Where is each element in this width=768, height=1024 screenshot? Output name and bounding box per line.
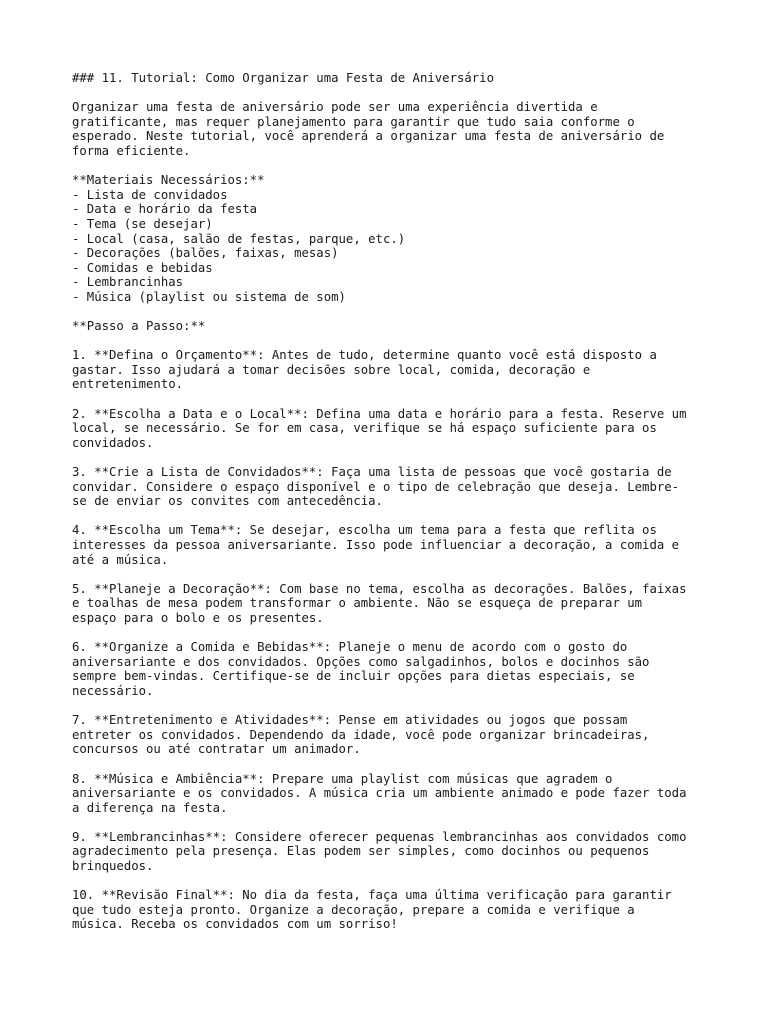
document-heading — [72, 71, 712, 86]
step-line: a diferença na festa. — [72, 800, 228, 815]
step-line: brinquedos. — [72, 859, 154, 874]
step-7 — [72, 713, 712, 757]
step-line: 9. **Lembrancinhas**: Considere oferecer pequenas lembrancinhas aos convidados como — [72, 829, 687, 844]
step-line: que tudo esteja pronto. Organize a decoração, prepare a comida e verifique a — [72, 902, 635, 917]
heading-line: ### 11. Tutorial: Como Organizar uma Festa de Aniversário — [72, 71, 494, 85]
materials-section — [72, 173, 712, 304]
step-line: entreter os convidados. Dependendo da idade, você pode organizar brincadeiras, — [72, 727, 650, 742]
materials-item: - Lembrancinhas — [72, 275, 184, 290]
step-line: 3. **Crie a Lista de Convidados**: Faça uma lista de pessoas que você gostaria de — [72, 465, 672, 480]
step-line: interesses da pessoa aniversariante. Isso pode influenciar a decoração, a comida e — [72, 538, 680, 552]
step-line: agradecimento pela presença. Elas podem ser simples, como docinhos ou pequenos — [72, 844, 650, 859]
step-line: 2. **Escolha a Data e o Local**: Defina uma data e horário para a festa. Reserve um — [72, 406, 687, 421]
step-9 — [72, 830, 712, 874]
step-1 — [72, 348, 712, 392]
materials-item: - Música (playlist ou sistema de som) — [72, 289, 346, 304]
step-line: 7. **Entretenimento e Atividades**: Pense em atividades ou jogos que possam — [72, 713, 628, 728]
materials-item: - Comidas e bebidas — [72, 260, 213, 275]
steps-title-block — [72, 319, 712, 334]
step-line: convidar. Considere o espaço disponível e o tipo de celebração que deseja. Lembre- — [72, 479, 680, 494]
step-line: gastar. Isso ajudará a tomar decisões sobre local, comida, decoração e — [72, 362, 591, 377]
step-line: entretenimento. — [72, 377, 184, 392]
intro-line: forma eficiente. — [72, 143, 191, 158]
step-line: espaço para o bolo e os presentes. — [72, 610, 324, 625]
step-8 — [72, 772, 712, 816]
step-line: convidados. — [72, 435, 154, 450]
intro-line: esperado. Neste tutorial, você aprenderá a organizar uma festa de aniversário de — [72, 129, 665, 144]
step-line: sempre bem-vindas. Certifique-se de incluir opções para dietas especiais, se — [72, 669, 635, 684]
materials-item: - Data e horário da festa — [72, 202, 258, 217]
step-line: aniversariante e os convidados. A música cria um ambiente animado e pode fazer toda — [72, 786, 687, 801]
document-page — [72, 71, 712, 947]
step-5 — [72, 582, 712, 626]
step-line: necessário. — [72, 683, 154, 698]
step-2 — [72, 407, 712, 451]
steps-title: **Passo a Passo:** — [72, 319, 206, 334]
intro-line: gratificante, mas requer planejamento para garantir que tudo saia conforme o — [72, 114, 635, 129]
step-line: local, se necessário. Se for em casa, verifique se há espaço suficiente para os — [72, 421, 657, 436]
step-3 — [72, 465, 712, 509]
step-line: 10. **Revisão Final**: No dia da festa, faça uma última verificação para garantir — [72, 888, 672, 903]
step-10 — [72, 888, 712, 932]
materials-item: - Decorações (balões, faixas, mesas) — [72, 246, 339, 261]
materials-title: **Materiais Necessários:** — [72, 173, 265, 188]
step-line: 8. **Música e Ambiência**: Prepare uma playlist com músicas que agradem o — [72, 771, 613, 786]
step-4 — [72, 523, 712, 567]
step-6 — [72, 640, 712, 698]
intro-paragraph — [72, 100, 712, 158]
materials-item: - Lista de convidados — [72, 187, 228, 202]
step-line: 5. **Planeje a Decoração**: Com base no tema, escolha as decorações. Balões, faixas — [72, 581, 687, 596]
materials-item: - Local (casa, salão de festas, parque, etc.) — [72, 231, 406, 246]
step-line: 1. **Defina o Orçamento**: Antes de tudo, determine quanto você está disposto a — [72, 348, 657, 363]
step-line: 4. **Escolha um Tema**: Se desejar, escolha um tema para a festa que reflita os — [72, 523, 657, 538]
materials-item: - Tema (se desejar) — [72, 216, 213, 231]
step-line: e toalhas de mesa podem transformar o ambiente. Não se esqueça de preparar um — [72, 596, 643, 611]
step-line: música. Receba os convidados com um sorriso! — [72, 917, 398, 932]
step-line: aniversariante e dos convidados. Opções como salgadinhos, bolos e docinhos são — [72, 654, 650, 669]
step-line: 6. **Organize a Comida e Bebidas**: Planeje o menu de acordo com o gosto do — [72, 640, 628, 655]
step-line: concursos ou até contratar um animador. — [72, 742, 361, 757]
step-line: se de enviar os convites com antecedência. — [72, 494, 383, 509]
intro-line: Organizar uma festa de aniversário pode ser uma experiência divertida e — [72, 100, 598, 115]
step-line: até a música. — [72, 552, 169, 567]
